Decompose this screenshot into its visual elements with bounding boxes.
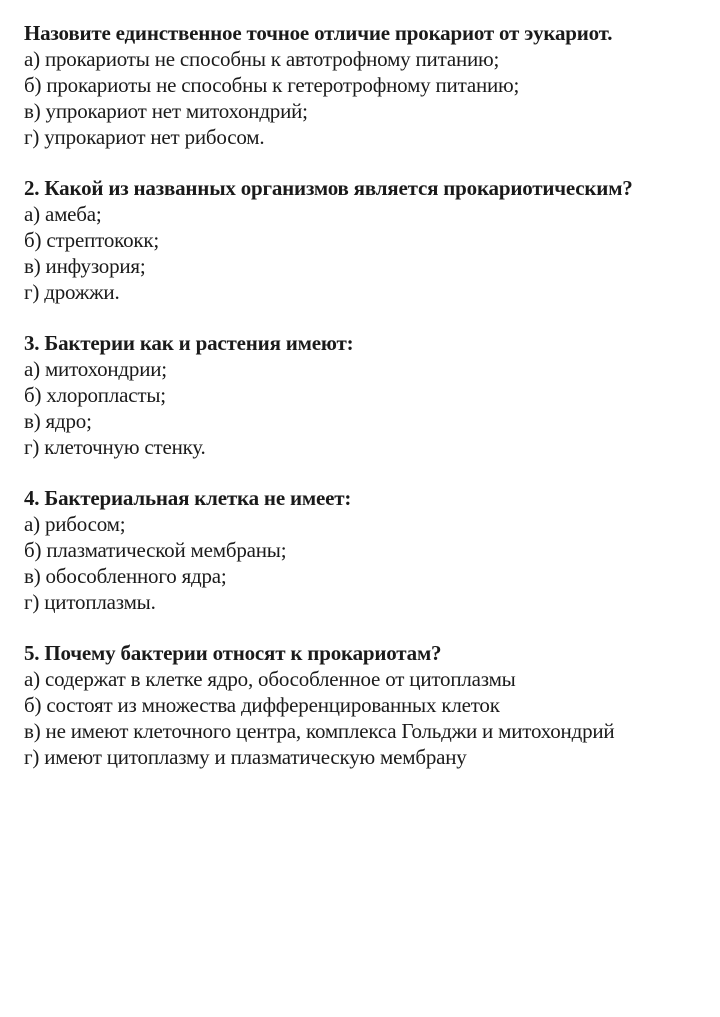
answer-option-b: б) стрептококк; (24, 228, 160, 252)
question-title: 3. Бактерии как и растения имеют: (24, 331, 354, 355)
question-4 (24, 485, 714, 615)
question-3 (24, 330, 714, 460)
answer-option-b: б) плазматической мембраны; (24, 538, 287, 562)
answer-option-d: г) имеют цитоплазму и плазматическую мембрану (24, 745, 467, 769)
answer-option-a: а) прокариоты не способны к автотрофному питанию; (24, 47, 500, 71)
question-title: 4. Бактериальная клетка не имеет: (24, 486, 352, 510)
quiz-document (24, 20, 714, 795)
answer-option-d: г) цитоплазмы. (24, 590, 156, 614)
answer-option-a: а) митохондрии; (24, 357, 167, 381)
answer-option-c: в) инфузория; (24, 254, 146, 278)
answer-option-b: б) хлоропласты; (24, 383, 166, 407)
answer-option-b: б) прокариоты не способны к гетеротрофному питанию; (24, 73, 520, 97)
answer-option-a: а) содержат в клетке ядро, обособленное от цитоплазмы (24, 667, 516, 691)
answer-option-c: в) обособленного ядра; (24, 564, 227, 588)
question-1 (24, 20, 714, 150)
answer-option-c: в) ядро; (24, 409, 92, 433)
question-2 (24, 175, 714, 305)
answer-option-d: г) клеточную стенку. (24, 435, 206, 459)
answer-option-d: г) упрокариот нет рибосом. (24, 125, 265, 149)
question-title: Назовите единственное точное отличие прокариот от эукариот. (24, 21, 613, 45)
answer-option-c: в) упрокариот нет митохондрий; (24, 99, 308, 123)
question-title: 2. Какой из названных организмов является прокариотическим? (24, 176, 633, 200)
answer-option-c: в) не имеют клеточного центра, комплекса Гольджи и митохондрий (24, 719, 615, 743)
answer-option-a: а) амеба; (24, 202, 102, 226)
question-title: 5. Почему бактерии относят к прокариотам? (24, 641, 442, 665)
answer-option-a: а) рибосом; (24, 512, 126, 536)
answer-option-b: б) состоят из множества дифференцированных клеток (24, 693, 500, 717)
question-5 (24, 640, 714, 770)
answer-option-d: г) дрожжи. (24, 280, 120, 304)
